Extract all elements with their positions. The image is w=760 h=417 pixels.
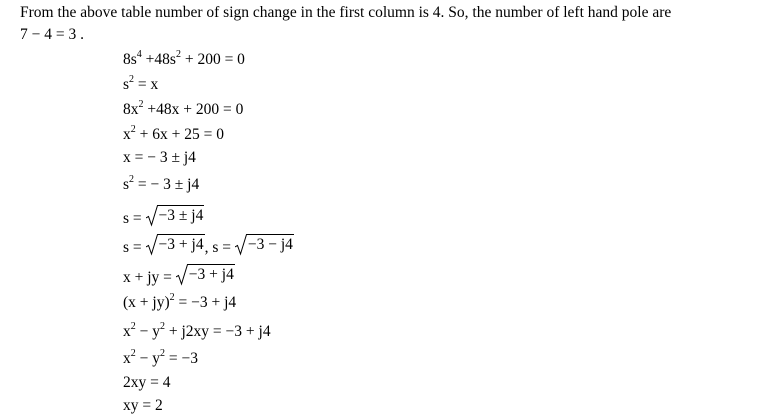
eq7-radicand: −3 ± j4	[158, 205, 205, 227]
equation-2	[123, 75, 158, 95]
eq6-term-b: = − 3 ± j4	[134, 176, 200, 193]
eq1-exp-b: 2	[175, 49, 181, 60]
square-root-sign	[235, 234, 294, 256]
equation-1	[123, 50, 245, 70]
eq3-term-a: 8x	[123, 101, 139, 118]
square-root-sign	[146, 205, 205, 227]
eq4-exp-a: 2	[130, 124, 136, 135]
eq12-exp-a: 2	[130, 348, 136, 359]
equation-11	[123, 322, 271, 342]
eq6-exp-a: 2	[129, 174, 135, 185]
eq4-term-b: + 6x + 25 = 0	[135, 126, 224, 143]
eq13-text: 2xy = 4	[123, 374, 171, 391]
eq12-term-a: x	[123, 350, 131, 367]
eq8-separator: , s =	[204, 239, 235, 256]
eq8-radicand-2: −3 − j4	[247, 234, 294, 256]
eq10-term-a: (x + jy)	[123, 294, 170, 311]
equation-3	[123, 100, 243, 120]
eq2-term-b: = x	[134, 76, 159, 93]
eq3-term-b: +48x + 200 = 0	[143, 101, 244, 118]
eq12-term-b: − y	[135, 350, 160, 367]
eq10-term-b: = −3 + j4	[174, 294, 237, 311]
eq2-term-a: s	[123, 76, 130, 93]
equation-13	[123, 373, 171, 393]
eq11-exp-a: 2	[130, 321, 136, 332]
eq11-term-b: − y	[135, 323, 160, 340]
eq1-exp-a: 4	[136, 49, 142, 60]
eq5-text: x = − 3 ± j4	[123, 149, 196, 166]
eq1-term-a: 8s	[123, 51, 137, 68]
eq8-radicand-1: −3 + j4	[158, 234, 205, 256]
eq9-lhs: x + jy =	[123, 269, 176, 286]
eq7-lhs: s =	[123, 210, 146, 227]
eq11-term-c: + j2xy = −3 + j4	[165, 323, 271, 340]
equation-9	[123, 264, 235, 288]
eq9-radicand: −3 + j4	[188, 264, 235, 286]
equation-6	[123, 175, 199, 195]
equation-8	[123, 234, 294, 258]
eq11-exp-b: 2	[160, 321, 165, 332]
eq2-exp-a: 2	[129, 74, 135, 85]
intro-line-1: From the above table number of sign change in the first column is 4. So, the number of left hand pole are	[20, 4, 672, 21]
eq1-term-c: + 200 = 0	[180, 51, 245, 68]
eq3-exp-a: 2	[138, 99, 144, 110]
equation-7	[123, 205, 204, 229]
equation-14	[123, 396, 163, 416]
intro-line-2: 7 − 4 = 3 .	[20, 26, 84, 43]
equation-12	[123, 349, 198, 369]
eq10-exp-a: 2	[169, 292, 175, 303]
eq12-exp-b: 2	[160, 348, 165, 359]
equation-4	[123, 125, 224, 145]
square-root-sign	[176, 264, 235, 286]
equation-10	[123, 293, 236, 313]
equation-5	[123, 148, 196, 168]
eq6-term-a: s	[123, 176, 130, 193]
eq4-term-a: x	[123, 126, 131, 143]
eq14-text: xy = 2	[123, 397, 163, 414]
eq8-lhs-1: s =	[123, 239, 146, 256]
eq12-term-c: = −3	[165, 350, 198, 367]
eq1-term-b: +48s	[141, 51, 176, 68]
eq11-term-a: x	[123, 323, 131, 340]
intro-paragraph	[20, 2, 750, 46]
square-root-sign	[146, 234, 205, 256]
